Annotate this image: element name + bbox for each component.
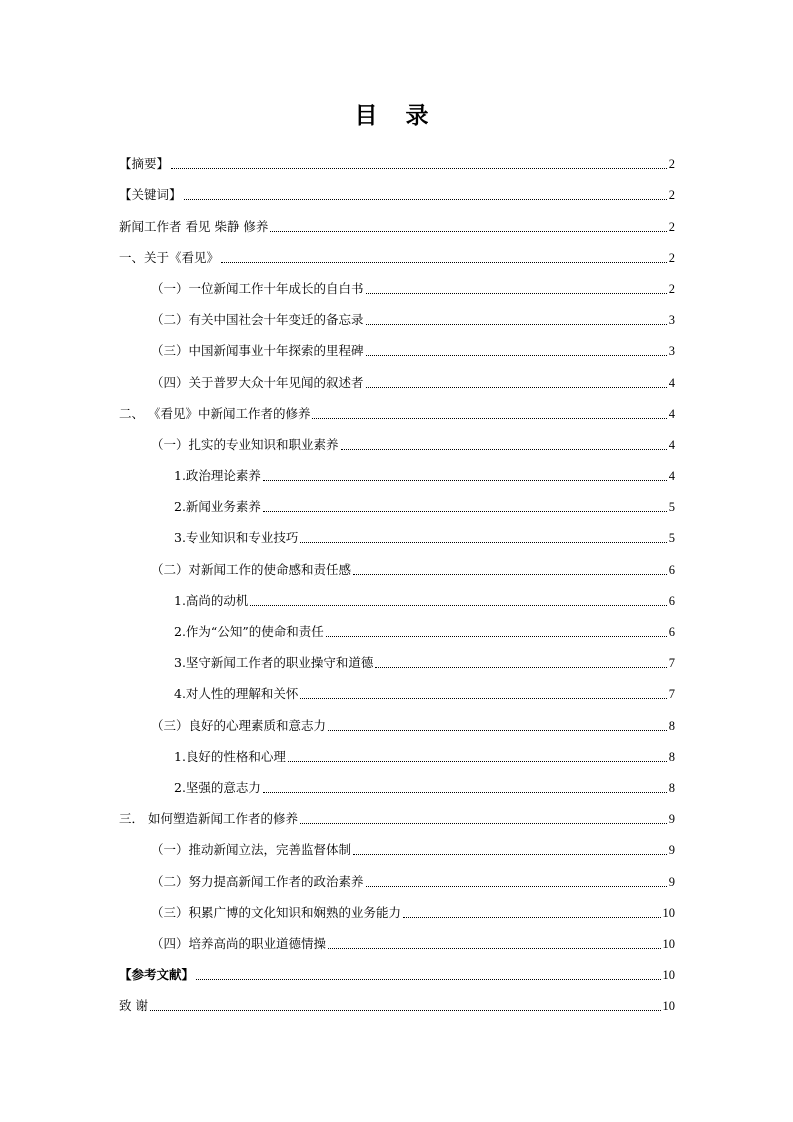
toc-entry-page-number: 10	[662, 968, 675, 983]
toc-entry-label: 2.作为“公知”的使命和责任	[174, 624, 324, 639]
toc-entry-label: 2.新闻业务素养	[174, 499, 261, 515]
toc-entry[interactable]	[119, 330, 675, 361]
toc-entry[interactable]	[119, 361, 675, 392]
dot-leader	[328, 947, 660, 949]
toc-entry[interactable]	[119, 299, 675, 330]
toc-entry-label: （四）培养高尚的职业道德情操	[151, 935, 327, 951]
toc-entry[interactable]	[119, 143, 675, 174]
dot-leader	[250, 604, 666, 606]
toc-entry[interactable]	[119, 767, 675, 798]
toc-entry-label: 【参考文献】	[119, 967, 195, 983]
toc-entry-label: （一）一位新闻工作十年成长的自白书	[151, 280, 364, 296]
toc-entry-page-number: 2	[668, 250, 675, 265]
dot-leader	[270, 230, 666, 232]
toc-entry[interactable]	[119, 642, 675, 673]
dot-leader	[263, 510, 667, 512]
dot-leader	[300, 541, 666, 543]
toc-entry-page-number: 8	[668, 749, 675, 764]
dot-leader	[263, 791, 667, 793]
dot-leader	[312, 417, 666, 419]
toc-entry-page-number: 6	[668, 593, 675, 608]
toc-entry[interactable]	[119, 611, 675, 642]
dot-leader	[403, 916, 660, 918]
toc-entry-label: 致 谢	[119, 998, 148, 1014]
toc-entry[interactable]	[119, 455, 675, 486]
toc-entry-label: 【关键词】	[119, 187, 182, 203]
toc-entry[interactable]	[119, 486, 675, 517]
dot-leader	[366, 386, 667, 388]
toc-entry-page-number: 10	[662, 936, 675, 951]
toc-entry-page-number: 6	[668, 625, 675, 639]
toc-entry-page-number: 5	[668, 531, 675, 546]
toc-entry-page-number: 9	[668, 812, 675, 827]
toc-entry[interactable]	[119, 829, 675, 860]
dot-leader	[184, 198, 667, 200]
dot-leader	[326, 635, 667, 637]
dot-leader	[366, 354, 667, 356]
toc-entry[interactable]	[119, 892, 675, 923]
toc-entry-label: （三）良好的心理素质和意志力	[151, 717, 327, 733]
dot-leader	[328, 729, 667, 731]
toc-entry-label: 2.坚强的意志力	[174, 779, 261, 795]
toc-entry-page-number: 4	[668, 469, 675, 484]
toc-entry-label: 【摘要】	[119, 156, 170, 172]
toc-entry[interactable]	[119, 174, 675, 205]
toc-entry[interactable]	[119, 237, 675, 268]
toc-entry-label: （二）对新闻工作的使命感和责任感	[151, 561, 352, 577]
toc-entry-page-number: 2	[668, 188, 675, 203]
toc-entry-label: （一）扎实的专业知识和职业素养	[151, 436, 339, 452]
toc-entry-page-number: 2	[668, 281, 675, 296]
toc-entry-page-number: 2	[668, 219, 675, 234]
toc-entry-page-number: 9	[668, 843, 675, 858]
dot-leader	[288, 760, 667, 762]
toc-entry-page-number: 6	[668, 562, 675, 577]
dot-leader	[366, 292, 667, 294]
toc-entry[interactable]	[119, 954, 675, 985]
toc-entry-label: 4.对人性的理解和关怀	[174, 686, 299, 702]
toc-entry[interactable]	[119, 704, 675, 735]
dot-leader	[150, 1009, 661, 1011]
toc-entry-page-number: 2	[668, 157, 675, 172]
toc-entry[interactable]	[119, 736, 675, 767]
toc-entry-page-number: 7	[668, 656, 675, 671]
toc-entry-page-number: 4	[668, 406, 675, 421]
toc-entry-page-number: 3	[668, 344, 675, 359]
toc-entry[interactable]	[119, 673, 675, 704]
toc-entry-page-number: 9	[668, 874, 675, 889]
toc-entry[interactable]	[119, 580, 675, 611]
toc-entry-label: 新闻工作者 看见 柴静 修养	[119, 218, 269, 234]
toc-entry[interactable]	[119, 393, 675, 424]
toc-entry-label: 一、关于《看见》	[119, 249, 220, 265]
toc-entry-page-number: 4	[668, 437, 675, 452]
toc-entry-label: （四）关于普罗大众十年见闻的叙述者	[151, 374, 364, 390]
table-of-contents	[119, 143, 675, 1016]
toc-entry[interactable]	[119, 923, 675, 954]
toc-entry-label: （三）积累广博的文化知识和娴熟的业务能力	[151, 904, 402, 920]
toc-entry-page-number: 8	[668, 718, 675, 733]
toc-entry-label: （二）有关中国社会十年变迁的备忘录	[151, 312, 364, 328]
dot-leader	[263, 479, 667, 481]
toc-entry[interactable]	[119, 985, 675, 1016]
toc-entry-label: 1.政治理论素养	[174, 468, 261, 484]
toc-entry-label: 3.专业知识和专业技巧	[174, 530, 299, 546]
dot-leader	[341, 448, 667, 450]
toc-entry-label: （三）中国新闻事业十年探索的里程碑	[151, 343, 364, 359]
dot-leader	[353, 573, 667, 575]
toc-entry[interactable]	[119, 798, 675, 829]
dot-leader	[366, 323, 667, 325]
dot-leader	[196, 978, 660, 980]
toc-entry-page-number: 7	[668, 687, 675, 702]
toc-entry-page-number: 10	[662, 999, 675, 1014]
dot-leader	[171, 167, 667, 169]
dot-leader	[366, 885, 667, 887]
toc-entry-page-number: 3	[668, 313, 675, 328]
toc-entry-label: 1.高尚的动机	[174, 592, 249, 608]
toc-entry-label: 二、 《看见》中新闻工作者的修养	[119, 405, 311, 421]
dot-leader	[300, 822, 667, 824]
toc-entry[interactable]	[119, 548, 675, 579]
toc-entry-page-number: 8	[668, 780, 675, 795]
toc-entry-label: 1.良好的性格和心理	[174, 748, 286, 764]
toc-entry-page-number: 5	[668, 500, 675, 515]
dot-leader	[375, 666, 666, 668]
toc-entry[interactable]	[119, 268, 675, 299]
toc-entry-label: 3.坚守新闻工作者的职业操守和道德	[174, 655, 374, 671]
toc-entry-label: （二）努力提高新闻工作者的政治素养	[151, 873, 364, 889]
toc-entry-label: （一）推动新闻立法，完善监督体制	[151, 842, 352, 858]
toc-entry-page-number: 4	[668, 375, 675, 390]
dot-leader	[221, 261, 667, 263]
dot-leader	[300, 697, 666, 699]
toc-entry-label: 三． 如何塑造新闻工作者的修养	[119, 811, 298, 827]
toc-entry[interactable]	[119, 517, 675, 548]
toc-entry[interactable]	[119, 424, 675, 455]
toc-entry[interactable]	[119, 205, 675, 236]
dot-leader	[353, 853, 667, 855]
toc-entry-page-number: 10	[662, 905, 675, 920]
toc-entry[interactable]	[119, 860, 675, 891]
page-title: 目 录	[354, 103, 439, 129]
